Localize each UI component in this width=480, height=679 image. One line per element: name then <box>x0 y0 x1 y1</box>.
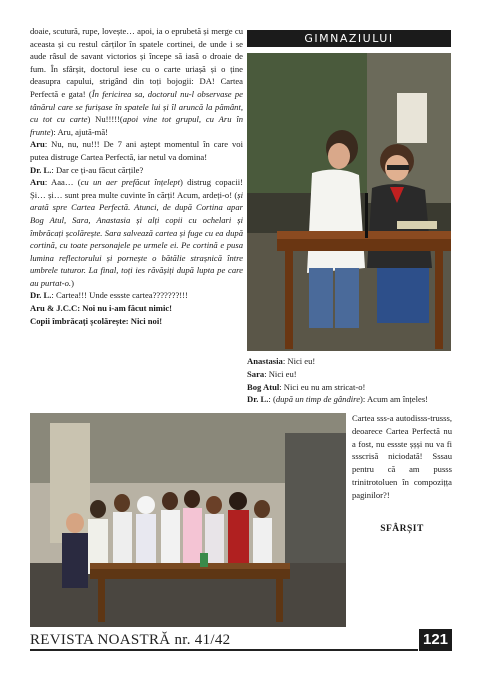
footer-divider <box>30 649 418 651</box>
line-aru-jcc: Aru & J.C.C: Noi nu i-am făcut nimic! <box>30 303 173 314</box>
the-end-label: SFÂRȘIT <box>380 524 424 534</box>
footer-magazine-title: REVISTA NOASTRĂ nr. 41/42 <box>30 632 231 648</box>
stage-photo-two-children <box>247 53 451 351</box>
right-text-narrow <box>352 412 452 502</box>
line-drl-3-continued: Cartea sss-a autodisss-trusss, deoarece Cartea Perfectă nu a fost, nu essste șșși nu va fi ssscrisă niciodată! Sssau pentru că am pusss trinitrotoluen în compozițța paginilor?! <box>352 413 452 500</box>
line-aru-1: Aru: Nu, nu, nu!!! De 7 ani aștept momentul în care voi putea distruge Cartea Perfectă, iar netul va domina! <box>30 139 243 162</box>
page-number: 121 <box>419 629 452 651</box>
line-copii: Copii îmbrăcați școlărește: Nici noi! <box>30 315 163 326</box>
line-bog-atul: Bog Atul: Nici eu nu am stricat-o! <box>247 381 366 392</box>
stage-photo-group <box>30 413 346 627</box>
line-drl-2: Dr. L.: Cartea!!! Unde essste cartea???????!!! <box>30 290 188 301</box>
line-sara: Sara: Nici eu! <box>247 368 297 379</box>
line-drl-1: Dr. L.: Dar ce ți-au făcut cărțile? <box>30 164 144 175</box>
paragraph-intro: doaie, scutură, rupe, lovește… apoi, ia o eprubetă și merge cu aceasta și cu restul cărților în spatele cortinei, de unde i se aude râsul de savant victorios și începe să iasă o droaie de fum. În sfârșit, doctorul iese cu o carte uriașă și o ține deasupra capului, strigând din toți bojogii: DA! Cartea Perfectă e gata! (În fericirea sa, doctorul nu-l observase pe tânărul care se furișase în spatele lui și îl aruncă la pământ, cu tot cu carte) Nu!!!!!(apoi vine tot grupul, cu Aru în frunte): Aru, ajută-mă! <box>30 26 243 137</box>
line-aru-2: Aru: Aaa… (cu un aer prefăcut înțelept) distrug copacii! Și… și… sunt prea multe cuvinte în cărți! Acum, ardeți-o! (și arată spre Cartea Perfectă. Atunci, de după Cortina apar Bog Atul, Sara, Anastasia și alți copii cu ochelari și îmbrăcați școlărește. Sara salvează cartea și fuge cu ea după cortină, cu toate personajele pe urmele ei. Pe cortină e pusa lumina reflectorului și pornește o bătălie strașnică între umbrele tuturor. La final, toți ies răvășiți după lupta pe care au purtat-o.) <box>30 177 243 288</box>
left-text-column <box>30 25 243 327</box>
right-text-dialogue <box>247 355 452 406</box>
line-anastasia: Anastasia: Nici eu! <box>247 356 316 366</box>
section-header: GIMNAZIULUI <box>247 30 451 47</box>
line-drl-3: Dr. L.: (după un timp de gândire): Acum am înțeles! <box>247 394 429 405</box>
